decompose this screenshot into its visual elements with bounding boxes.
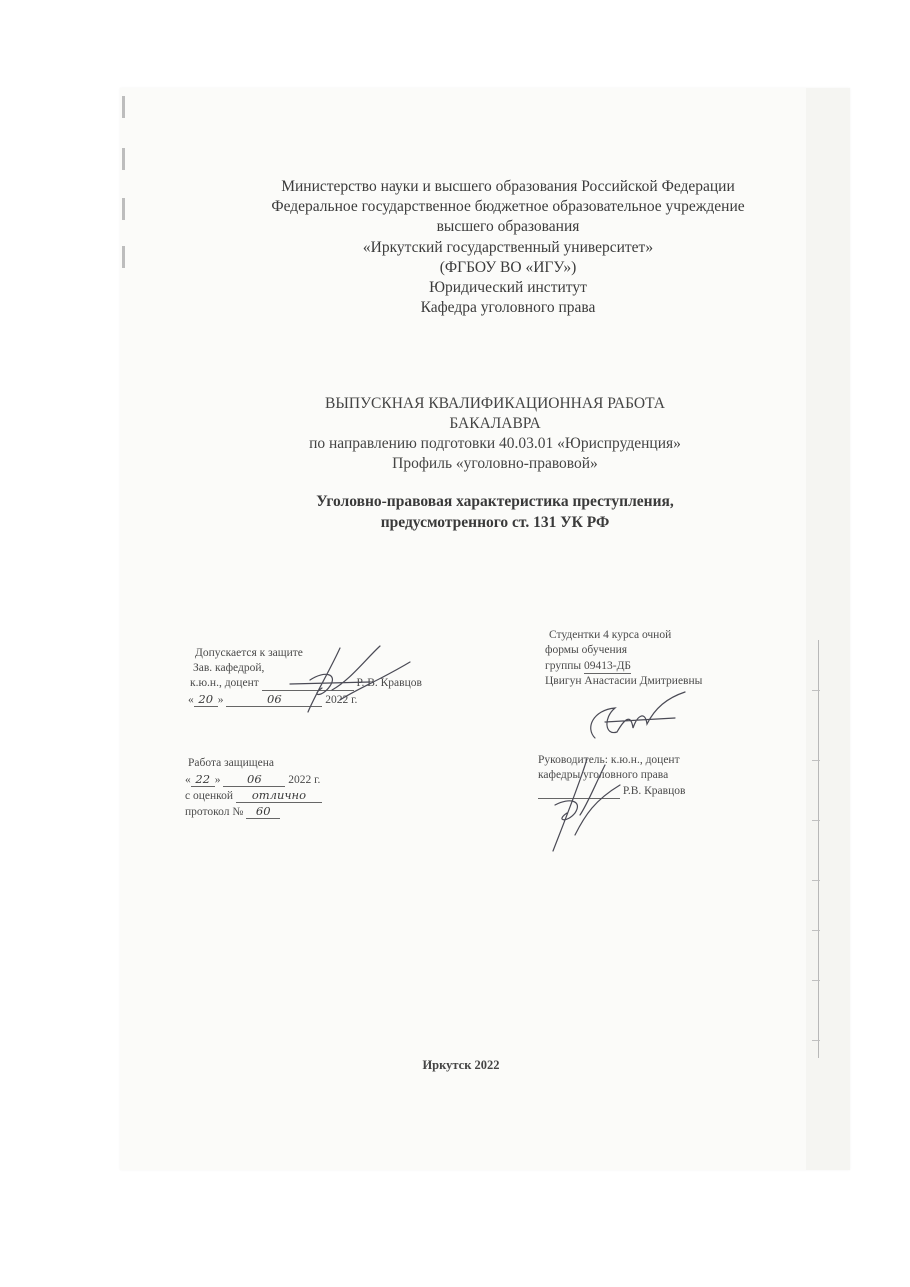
protocol-number: 60 (246, 804, 280, 819)
admission-year: 2022 г. (325, 694, 358, 706)
defense-label: Работа защищена (188, 757, 274, 769)
thesis-type-line: ВЫПУСКНАЯ КВАЛИФИКАЦИОННАЯ РАБОТА (325, 395, 665, 412)
degree-line: БАКАЛАВРА (449, 415, 541, 432)
ministry-line: Министерство науки и высшего образования Российской Федерации (281, 178, 735, 195)
city-year: Иркутск 2022 (422, 1058, 500, 1072)
student-course-label: Студентки 4 курса очной (549, 629, 672, 641)
binding-mark (122, 96, 125, 118)
grade-label: с оценкой (185, 790, 234, 802)
protocol-label: протокол № (185, 806, 244, 818)
edge-tick (812, 690, 820, 691)
student-name: Цвигун Анастасии Дмитриевны (545, 675, 703, 687)
edge-tick (812, 760, 820, 761)
defense-day: 22 (191, 772, 215, 787)
university-abbr-line: (ФГБОУ ВО «ИГУ») (439, 259, 577, 276)
quote-open: « (188, 694, 194, 706)
head-of-department-label: Зав. кафедрой, (193, 662, 265, 674)
head-name: Р. В. Кравцов (356, 677, 422, 689)
head-title: к.ю.н., доцент (190, 677, 259, 689)
edge-tick (812, 1040, 820, 1041)
study-form-label: формы обучения (545, 644, 628, 656)
head-signature-image (270, 640, 420, 720)
supervisor-title: Руководитель: к.ю.н., доцент (538, 754, 680, 766)
page-edge-line (818, 640, 819, 1058)
admission-day: 20 (194, 692, 218, 707)
supervisor-signature-image (525, 755, 625, 855)
admission-month: 06 (226, 692, 322, 707)
supervisor-department: кафедры уголовного права (538, 769, 669, 781)
grade-value: отлично (236, 788, 322, 803)
education-level-line: высшего образования (436, 218, 580, 235)
institution-type-line: Федеральное государственное бюджетное образовательное учреждение (271, 198, 745, 215)
edge-tick (812, 880, 820, 881)
admission-label: Допускается к защите (195, 647, 303, 659)
defense-grade (185, 788, 322, 803)
defense-date (185, 772, 320, 787)
quote-close: » (217, 694, 224, 706)
department-line: Кафедра уголовного права (420, 299, 596, 316)
edge-tick (812, 930, 820, 931)
binding-mark (122, 148, 125, 170)
university-name-line: «Иркутский государственный университет» (362, 239, 654, 256)
direction-line: по направлению подготовки 40.03.01 «Юриспруденция» (309, 435, 681, 452)
defense-month: 06 (223, 772, 285, 787)
quote-open: « (185, 774, 191, 786)
defense-protocol (185, 804, 280, 819)
edge-tick (812, 980, 820, 981)
defense-year: 2022 г. (288, 774, 321, 786)
quote-close: » (214, 774, 221, 786)
edge-tick (812, 820, 820, 821)
student-signature-image (575, 688, 695, 750)
student-group (545, 659, 631, 674)
topic-line-2: предусмотренного ст. 131 УК РФ (380, 514, 610, 531)
supervisor-name: Р.В. Кравцов (622, 785, 686, 797)
group-number: 09413-ДБ (583, 660, 632, 672)
group-label: группы (545, 660, 582, 672)
profile-line: Профиль «уголовно-правовой» (392, 455, 598, 472)
topic-line-1: Уголовно-правовая характеристика преступления, (316, 493, 674, 510)
institute-line: Юридический институт (429, 279, 587, 296)
